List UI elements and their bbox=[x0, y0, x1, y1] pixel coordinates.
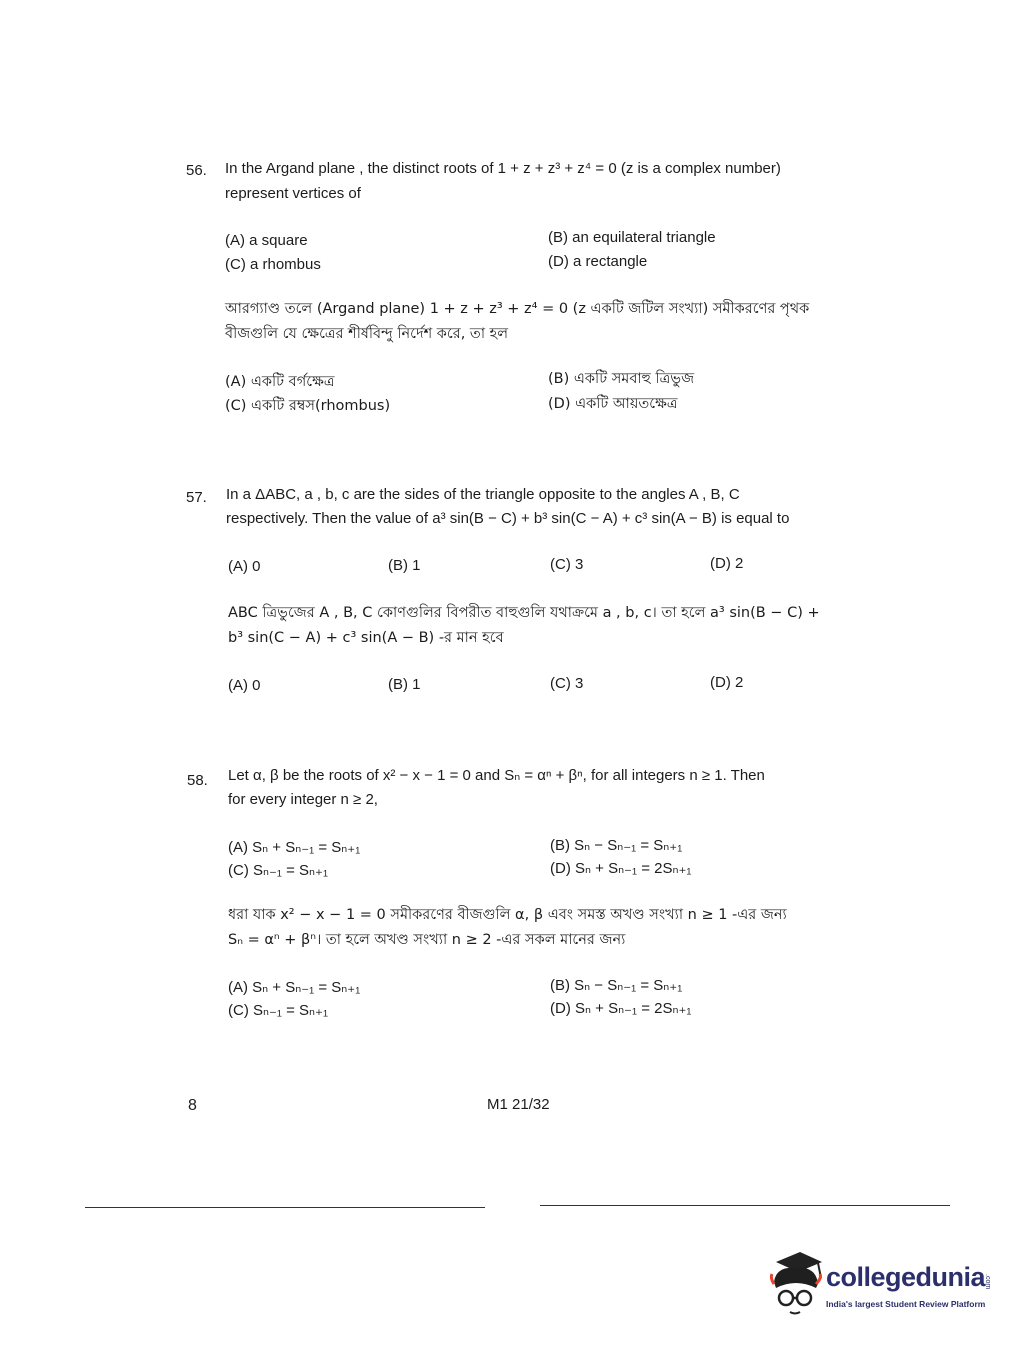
q57-option-a: (A) 0 bbox=[228, 558, 261, 575]
q58-bengali-line1: ধরা যাক x² − x − 1 = 0 সমীকরণের বীজগুলি α, β এবং সমস্ত অখণ্ড সংখ্যা n ≥ 1 -এর জন্য bbox=[228, 907, 787, 923]
q56-text-line1: In the Argand plane , the distinct roots of 1 + z + z³ + z⁴ = 0 (z is a complex number) bbox=[225, 160, 781, 177]
page-side-mark: 8 bbox=[188, 1097, 197, 1114]
q57-option-d: (D) 2 bbox=[710, 555, 744, 572]
q58-bengali-option-c: (C) Sₙ₋₁ = Sₙ₊₁ bbox=[228, 1002, 329, 1019]
question-number-58: 58. bbox=[187, 772, 208, 789]
footer-rule-right bbox=[540, 1205, 950, 1206]
q56-bengali-option-a: (A) একটি বর্গক্ষেত্র bbox=[225, 374, 335, 390]
q58-text-line2: for every integer n ≥ 2, bbox=[228, 791, 378, 808]
q58-bengali-option-d: (D) Sₙ + Sₙ₋₁ = 2Sₙ₊₁ bbox=[550, 1000, 692, 1017]
page-code: M1 21/32 bbox=[487, 1096, 550, 1113]
q57-text-line2: respectively. Then the value of a³ sin(B − C) + b³ sin(C − A) + c³ sin(A − B) is equal to bbox=[226, 510, 790, 527]
q57-bengali-option-d: (D) 2 bbox=[710, 674, 744, 691]
q57-bengali-option-b: (B) 1 bbox=[388, 676, 421, 693]
q57-text-line1: In a ΔABC, a , b, c are the sides of the triangle opposite to the angles A , B, C bbox=[226, 486, 740, 503]
q57-option-c: (C) 3 bbox=[550, 556, 584, 573]
q57-bengali-option-a: (A) 0 bbox=[228, 677, 261, 694]
q56-option-b: (B) an equilateral triangle bbox=[548, 229, 716, 246]
q58-option-c: (C) Sₙ₋₁ = Sₙ₊₁ bbox=[228, 862, 329, 879]
brand-name: collegedunia bbox=[826, 1262, 986, 1292]
q56-bengali-option-d: (D) একটি আয়তক্ষেত্র bbox=[548, 396, 678, 412]
q58-bengali-line2: Sₙ = αⁿ + βⁿ। তা হলে অখণ্ড সংখ্যা n ≥ 2 -এর সকল মানের জন্য bbox=[228, 932, 626, 948]
q58-text-line1: Let α, β be the roots of x² − x − 1 = 0 and Sₙ = αⁿ + βⁿ, for all integers n ≥ 1. Then bbox=[228, 767, 765, 784]
q56-option-d: (D) a rectangle bbox=[548, 253, 648, 270]
q56-bengali-option-b: (B) একটি সমবাহু ত্রিভুজ bbox=[548, 371, 695, 387]
question-number-56: 56. bbox=[186, 162, 207, 179]
q57-bengali-line2: b³ sin(C − A) + c³ sin(A − B) -র মান হবে bbox=[228, 630, 504, 646]
q56-bengali-line2: বীজগুলি যে ক্ষেত্রের শীর্ষবিন্দু নির্দেশ করে, তা হল bbox=[225, 326, 509, 342]
question-number-57: 57. bbox=[186, 489, 207, 506]
q56-bengali-line1: আরগ্যাণ্ড তলে (Argand plane) 1 + z + z³ + z⁴ = 0 (z একটি জটিল সংখ্যা) সমীকরণের পৃথক bbox=[225, 301, 810, 317]
brand-suffix: .com bbox=[984, 1274, 991, 1290]
q57-bengali-option-c: (C) 3 bbox=[550, 675, 584, 692]
q56-bengali-option-c: (C) একটি রম্বস(rhombus) bbox=[225, 398, 391, 414]
q56-option-c: (C) a rhombus bbox=[225, 256, 321, 273]
brand-tagline: India's largest Student Review Platform bbox=[826, 1299, 986, 1309]
q58-option-b: (B) Sₙ − Sₙ₋₁ = Sₙ₊₁ bbox=[550, 837, 683, 854]
q56-text-line2: represent vertices of bbox=[225, 185, 361, 202]
q56-option-a: (A) a square bbox=[225, 232, 308, 249]
q57-bengali-line1: ABC ত্রিভুজের A , B, C কোণগুলির বিপরীত বাহুগুলি যথাক্রমে a , b, c। তা হলে a³ sin(B − C) + bbox=[228, 605, 820, 621]
q58-bengali-option-a: (A) Sₙ + Sₙ₋₁ = Sₙ₊₁ bbox=[228, 979, 361, 996]
q57-option-b: (B) 1 bbox=[388, 557, 421, 574]
footer-rule-left bbox=[85, 1207, 485, 1208]
q58-bengali-option-b: (B) Sₙ − Sₙ₋₁ = Sₙ₊₁ bbox=[550, 977, 683, 994]
q58-option-a: (A) Sₙ + Sₙ₋₁ = Sₙ₊₁ bbox=[228, 839, 361, 856]
q58-option-d: (D) Sₙ + Sₙ₋₁ = 2Sₙ₊₁ bbox=[550, 860, 692, 877]
mascot-icon bbox=[766, 1248, 828, 1320]
